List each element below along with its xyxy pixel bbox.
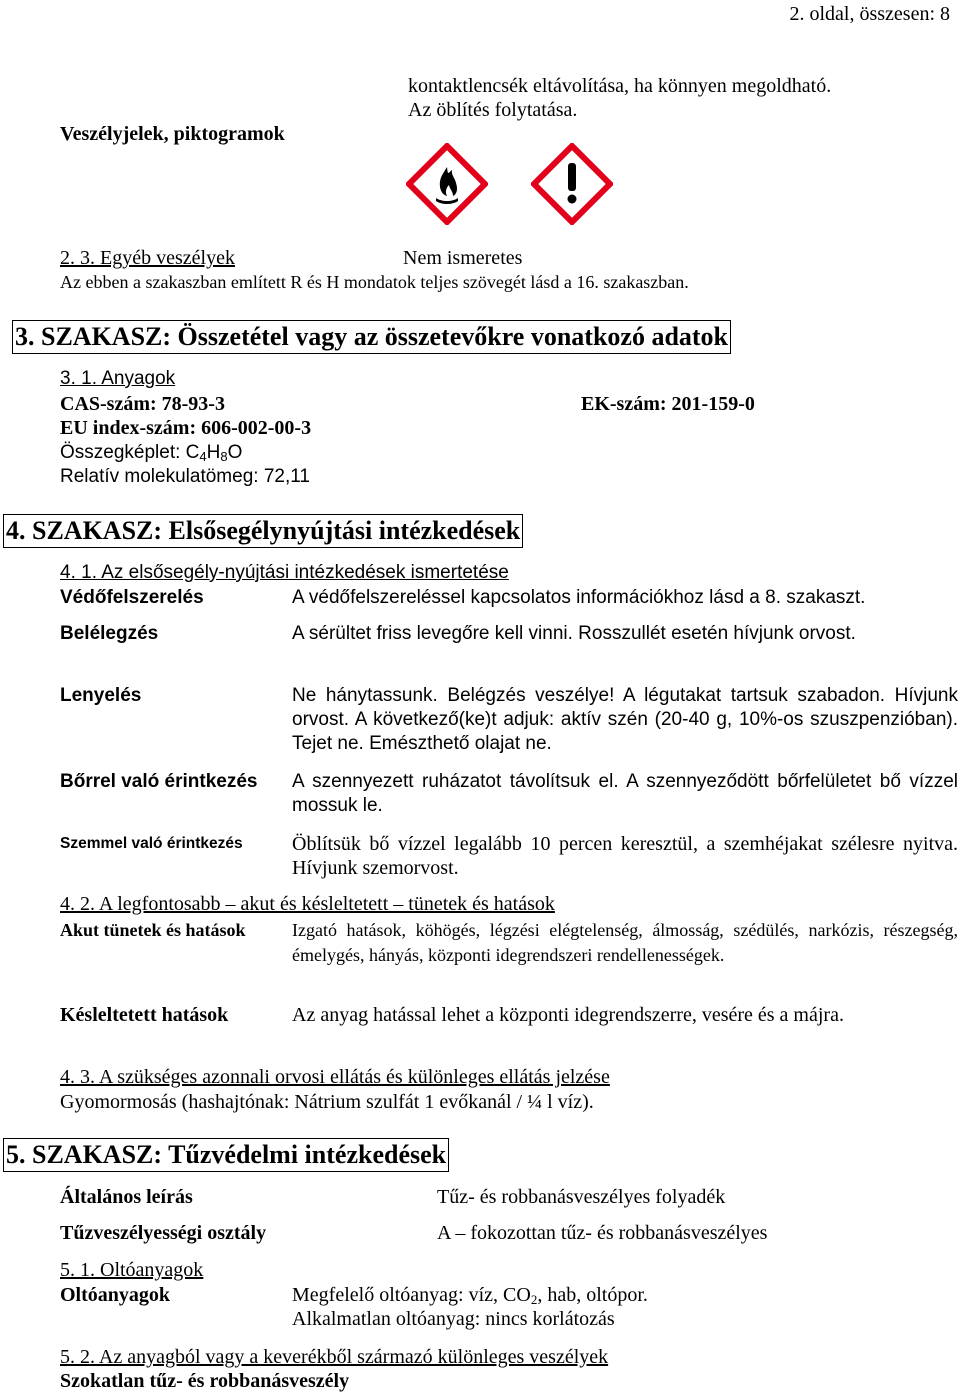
row-label-inhalation: Belélegzés [60, 623, 159, 644]
fire-class-label: Tűzveszélyességi osztály [60, 1222, 267, 1244]
acute-effects-text: Izgató hatások, köhögés, légzési elégtelenség, álmosság, szédülés, narkózis, részegség, émelygés, hányás, központi idegrendszeri rendellenességek. [292, 920, 958, 965]
cas-number: CAS-szám: 78-93-3 [60, 393, 225, 415]
row-label-eye-contact: Szemmel való érintkezés [60, 835, 243, 852]
row-text-inhalation: A sérültet friss levegőre kell vinni. Rosszullét esetén hívjunk orvost. [292, 623, 856, 644]
row-label-skin-contact: Bőrrel való érintkezés [60, 771, 258, 792]
row-text-skin-contact: A szennyezett ruházatot távolítsuk el. A szennyeződött bőrfelületet bő vízzel mossuk le. [292, 771, 958, 816]
row-text-ppe: A védőfelszereléssel kapcsolatos információkhoz lásd a 8. szakaszt. [292, 587, 866, 608]
special-hazards-label: Szokatlan tűz- és robbanásveszély [60, 1370, 350, 1392]
hazard-pictograms-label: Veszélyjelek, piktogramok [60, 123, 285, 145]
molecular-weight: Relatív molekulatömeg: 72,11 [60, 466, 310, 487]
row-text-eye-contact: Öblítsük bő vízzel legalább 10 percen keresztül, a szemhéjakat szélesre nyitva. Hívjunk szemorvost. [292, 833, 958, 879]
delayed-effects-label: Késleltetett hatások [60, 1004, 229, 1026]
section-5-2-heading: 5. 2. Az anyagból vagy a keverékből származó különleges veszélyek [60, 1346, 609, 1368]
ek-number: EK-szám: 201-159-0 [581, 393, 755, 415]
extinguishing-media-suitable: Megfelelő oltóanyag: víz, $CO_2$, hab, oltópor. [292, 1284, 648, 1307]
eu-index-number: EU index-szám: 606-002-00-3 [60, 417, 312, 439]
section-4-3-text: Gyomormosás (hashajtónak: Nátrium szulfát 1 evőkanál / ¼ l víz). [60, 1091, 594, 1113]
section-3-1-heading: 3. 1. Anyagok [60, 368, 176, 389]
section-4-1-heading: 4. 1. Az elsősegély-nyújtási intézkedések ismertetése [60, 562, 509, 583]
molecular-formula: Összegképlet: $C_4H_8O$ [60, 442, 243, 464]
general-description-value: Tűz- és robbanásveszélyes folyadék [437, 1186, 726, 1208]
section-4-2-heading: 4. 2. A legfontosabb – akut és késleltetett – tünetek és hatások [60, 893, 555, 915]
eye-instruction-line-2: Az öblítés folytatása. [408, 99, 578, 121]
flame-pictogram-icon [406, 143, 488, 225]
section-3-title: 3. SZAKASZ: Összetétel vagy az összetevőkre vonatkozó adatok [12, 320, 731, 354]
row-label-ppe: Védőfelszerelés [60, 587, 204, 608]
section-2-3-note: Az ebben a szakaszban említett R és H mondatok teljes szövegét lásd a 16. szakaszban. [60, 272, 689, 292]
section-2-3-heading: 2. 3. Egyéb veszélyek [60, 247, 235, 269]
section-5-title: 5. SZAKASZ: Tűzvédelmi intézkedések [3, 1138, 449, 1172]
row-text-ingestion: Ne hánytassunk. Belégzés veszélye! A légutakat tartsuk szabadon. Hívjunk orvost. A következő(ke)t adjuk: aktív szén (20-40 g, 10%-os szuszpenzióban). Tejet ne. Emészthető olajat ne. [292, 685, 958, 754]
page-number: 2. oldal, összesen: 8 [789, 3, 950, 25]
fire-class-value: A – fokozottan tűz- és robbanásveszélyes [437, 1222, 768, 1244]
row-label-ingestion: Lenyelés [60, 685, 142, 706]
general-description-label: Általános leírás [60, 1186, 193, 1208]
extinguishing-media-label: Oltóanyagok [60, 1284, 171, 1306]
extinguishing-media-unsuitable: Alkalmatlan oltóanyag: nincs korlátozás [292, 1308, 615, 1330]
section-5-1-heading: 5. 1. Oltóanyagok [60, 1259, 204, 1281]
delayed-effects-text: Az anyag hatással lehet a központi idegrendszerre, vesére és a májra. [292, 1004, 844, 1026]
section-2-3-value: Nem ismeretes [403, 247, 523, 269]
exclamation-pictogram-icon [531, 143, 613, 225]
section-4-3-heading: 4. 3. A szükséges azonnali orvosi ellátás és különleges ellátás jelzése [60, 1066, 610, 1088]
eye-instruction-line-1: kontaktlencsék eltávolítása, ha könnyen megoldható. [408, 75, 832, 97]
acute-effects-label: Akut tünetek és hatások [60, 920, 246, 940]
section-4-title: 4. SZAKASZ: Elsősegélynyújtási intézkedések [3, 514, 523, 548]
